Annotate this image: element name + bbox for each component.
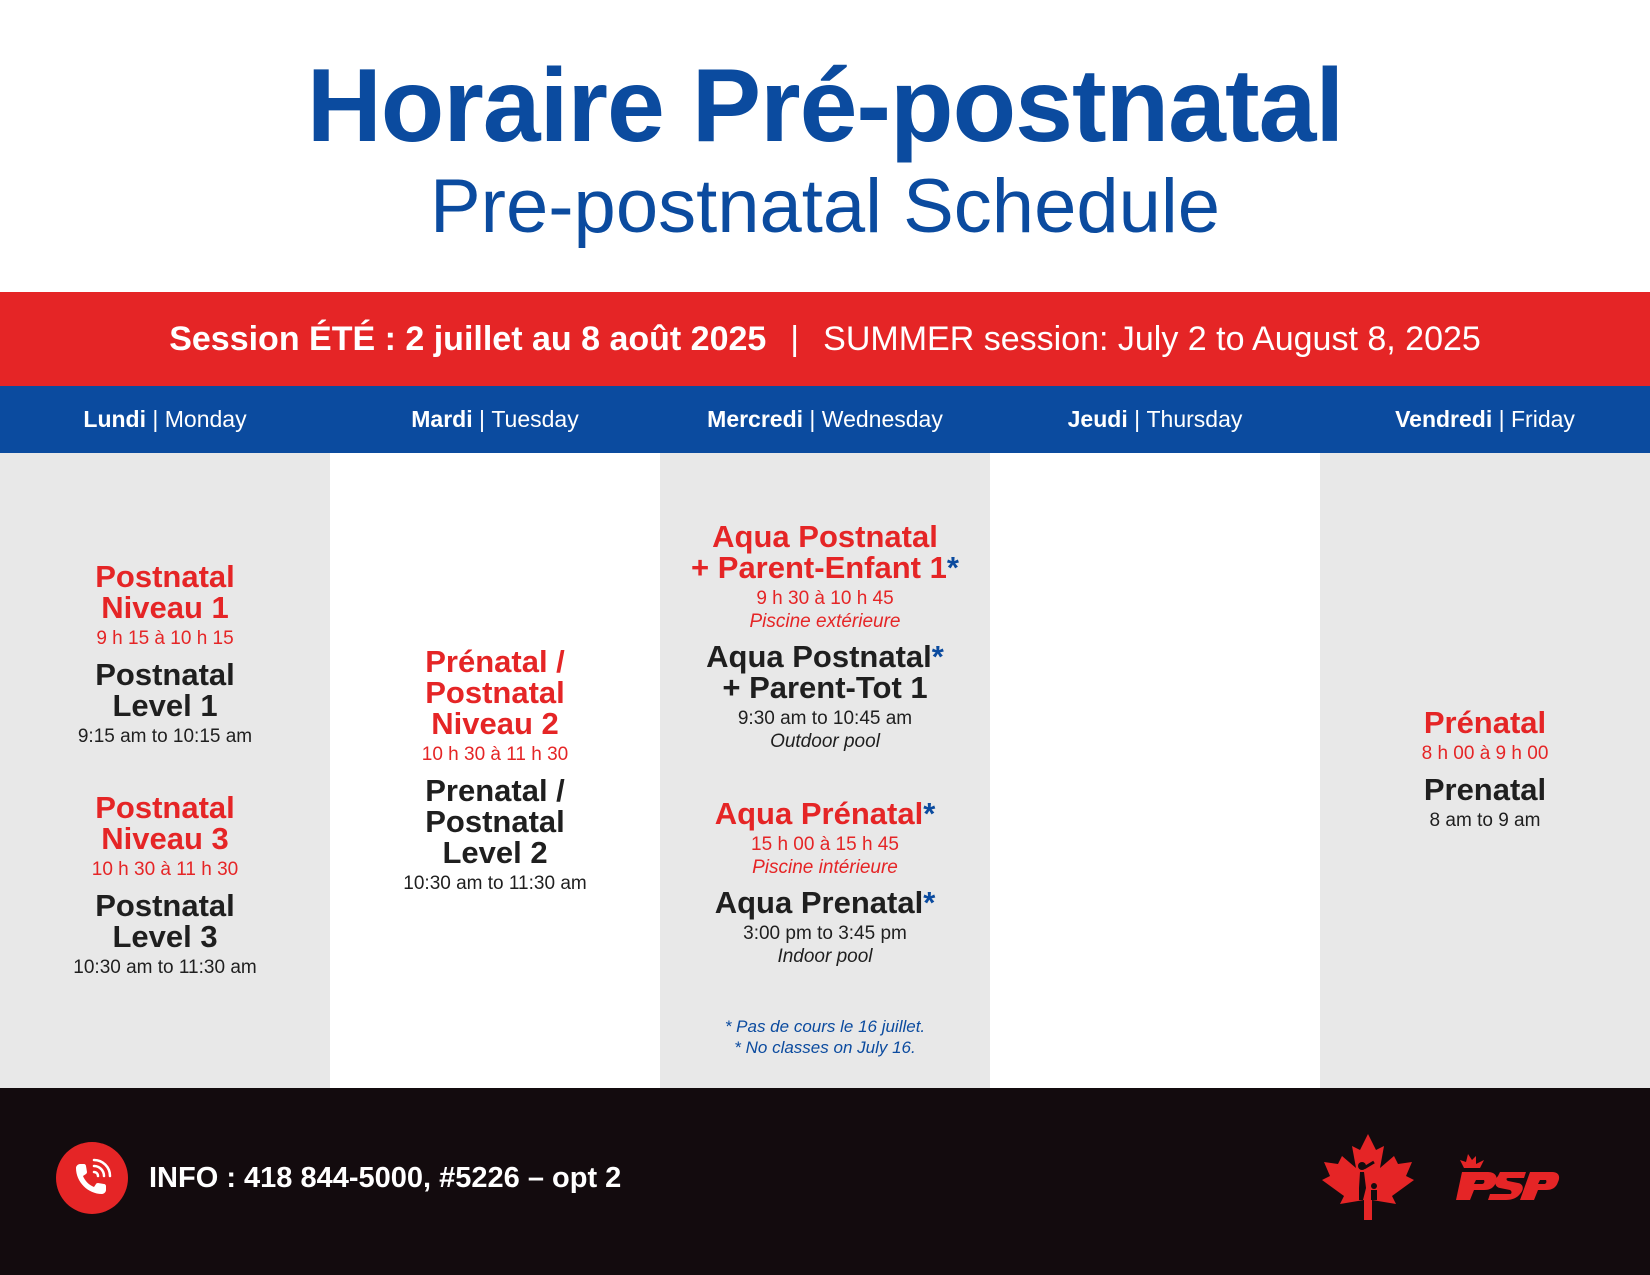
class-time-en: 9:30 am to 10:45 am: [737, 708, 913, 729]
column-friday: [1320, 453, 1650, 1088]
class-location-en: Indoor pool: [777, 946, 873, 967]
column-tuesday: [330, 453, 660, 1088]
asterisk: *: [931, 639, 944, 674]
column-monday: [0, 453, 330, 1088]
day-separator: |: [803, 406, 822, 432]
class-title-en: Aqua Postnatal: [706, 639, 932, 674]
class-title-en: Level 2: [442, 835, 548, 870]
class-time-en: 10:30 am to 11:30 am: [403, 873, 587, 894]
class-time-en: 9:15 am to 10:15 am: [77, 726, 253, 747]
class-time-fr: 15 h 00 à 15 h 45: [751, 834, 899, 855]
class-title-en-line1: [660, 641, 990, 672]
class-postnatal-level-3: [0, 792, 330, 980]
class-prenatal: [1320, 707, 1650, 833]
session-banner: [0, 292, 1650, 386]
class-title-en: Level 1: [112, 688, 218, 723]
asterisk: *: [923, 885, 936, 920]
class-title-fr: Prénatal: [1423, 705, 1547, 740]
day-fr: Mardi: [411, 406, 473, 432]
days-header: [0, 386, 1650, 453]
class-title-en: Prenatal: [1423, 772, 1547, 807]
class-title-fr: Niveau 1: [101, 590, 229, 625]
title-english: Pre-postnatal Schedule: [429, 164, 1221, 249]
class-title-fr: Aqua Prénatal: [714, 796, 924, 831]
no-class-note: [660, 1016, 990, 1058]
class-time-fr: 9 h 30 à 10 h 45: [756, 588, 894, 609]
day-en: Monday: [164, 406, 247, 432]
class-title-fr-line2: [660, 552, 990, 583]
title-french: Horaire Pré-postnatal: [306, 48, 1344, 164]
footer: [0, 1088, 1650, 1275]
class-time-en: 8 am to 9 am: [1429, 810, 1541, 831]
class-title-fr: Postnatal: [95, 559, 235, 594]
class-location-en: Outdoor pool: [770, 731, 880, 752]
day-header-friday: [1320, 386, 1650, 453]
day-en: Wednesday: [821, 406, 943, 432]
asterisk: *: [923, 796, 936, 831]
session-separator: |: [790, 319, 800, 358]
note-english: * No classes on July 16.: [734, 1038, 916, 1057]
day-separator: |: [472, 406, 492, 432]
day-separator: |: [1127, 406, 1147, 432]
day-en: Friday: [1511, 406, 1575, 432]
class-title-en: Postnatal: [425, 804, 565, 839]
day-fr: Mercredi: [707, 406, 804, 432]
class-title-en: Postnatal: [95, 888, 235, 923]
asterisk: *: [946, 550, 959, 585]
session-english: SUMMER session: July 2 to August 8, 2025: [823, 319, 1481, 358]
class-title-fr: Prénatal /: [425, 644, 565, 679]
column-wednesday: [660, 453, 990, 1088]
class-title-fr: Niveau 3: [101, 821, 229, 856]
day-header-monday: [0, 386, 330, 453]
class-time-fr: 10 h 30 à 11 h 30: [421, 744, 569, 765]
day-header-tuesday: [330, 386, 660, 453]
class-title-fr: Aqua Postnatal: [712, 519, 938, 554]
day-fr: Jeudi: [1067, 406, 1128, 432]
maple-leaf-logo: [1316, 1132, 1420, 1227]
class-aqua-prenatal: [660, 798, 990, 968]
day-fr: Lundi: [83, 406, 146, 432]
title-area: [0, 0, 1650, 292]
class-postnatal-level-1: [0, 561, 330, 749]
class-prenatal-postnatal-level-2: [330, 646, 660, 896]
class-title-fr-line1: [660, 798, 990, 829]
class-title-en: Aqua Prenatal: [714, 885, 924, 920]
class-aqua-postnatal: [660, 521, 990, 753]
class-title-fr: Postnatal: [425, 675, 565, 710]
day-header-wednesday: [660, 386, 990, 453]
day-separator: |: [1492, 406, 1511, 432]
psp-logo: [1454, 1150, 1560, 1211]
day-en: Thursday: [1146, 406, 1243, 432]
class-time-fr: 10 h 30 à 11 h 30: [91, 859, 239, 880]
class-time-fr: 9 h 15 à 10 h 15: [96, 628, 234, 649]
day-header-thursday: [990, 386, 1320, 453]
class-time-fr: 8 h 00 à 9 h 00: [1421, 743, 1549, 764]
day-fr: Vendredi: [1395, 406, 1493, 432]
day-en: Tuesday: [491, 406, 579, 432]
class-title-en: Postnatal: [95, 657, 235, 692]
class-title-en: + Parent-Tot 1: [722, 670, 928, 705]
class-time-en: 10:30 am to 11:30 am: [73, 957, 257, 978]
schedule-columns: [0, 453, 1650, 1088]
day-separator: |: [146, 406, 165, 432]
class-title-fr: Postnatal: [95, 790, 235, 825]
info-phone-text: INFO : 418 844-5000, #5226 – opt 2: [149, 1162, 622, 1194]
class-location-fr: Piscine extérieure: [749, 611, 901, 632]
class-title-en-line1: [660, 887, 990, 918]
phone-icon: [56, 1142, 128, 1214]
class-title-fr: Niveau 2: [431, 706, 559, 741]
column-thursday: [990, 453, 1320, 1088]
session-french: Session ÉTÉ : 2 juillet au 8 août 2025: [169, 319, 767, 358]
class-title-en: Prenatal /: [425, 773, 565, 808]
class-title-fr: + Parent-Enfant 1: [691, 550, 947, 585]
class-time-en: 3:00 pm to 3:45 pm: [743, 923, 907, 944]
class-location-fr: Piscine intérieure: [752, 857, 898, 878]
class-title-en: Level 3: [112, 919, 218, 954]
note-french: * Pas de cours le 16 juillet.: [724, 1017, 926, 1036]
